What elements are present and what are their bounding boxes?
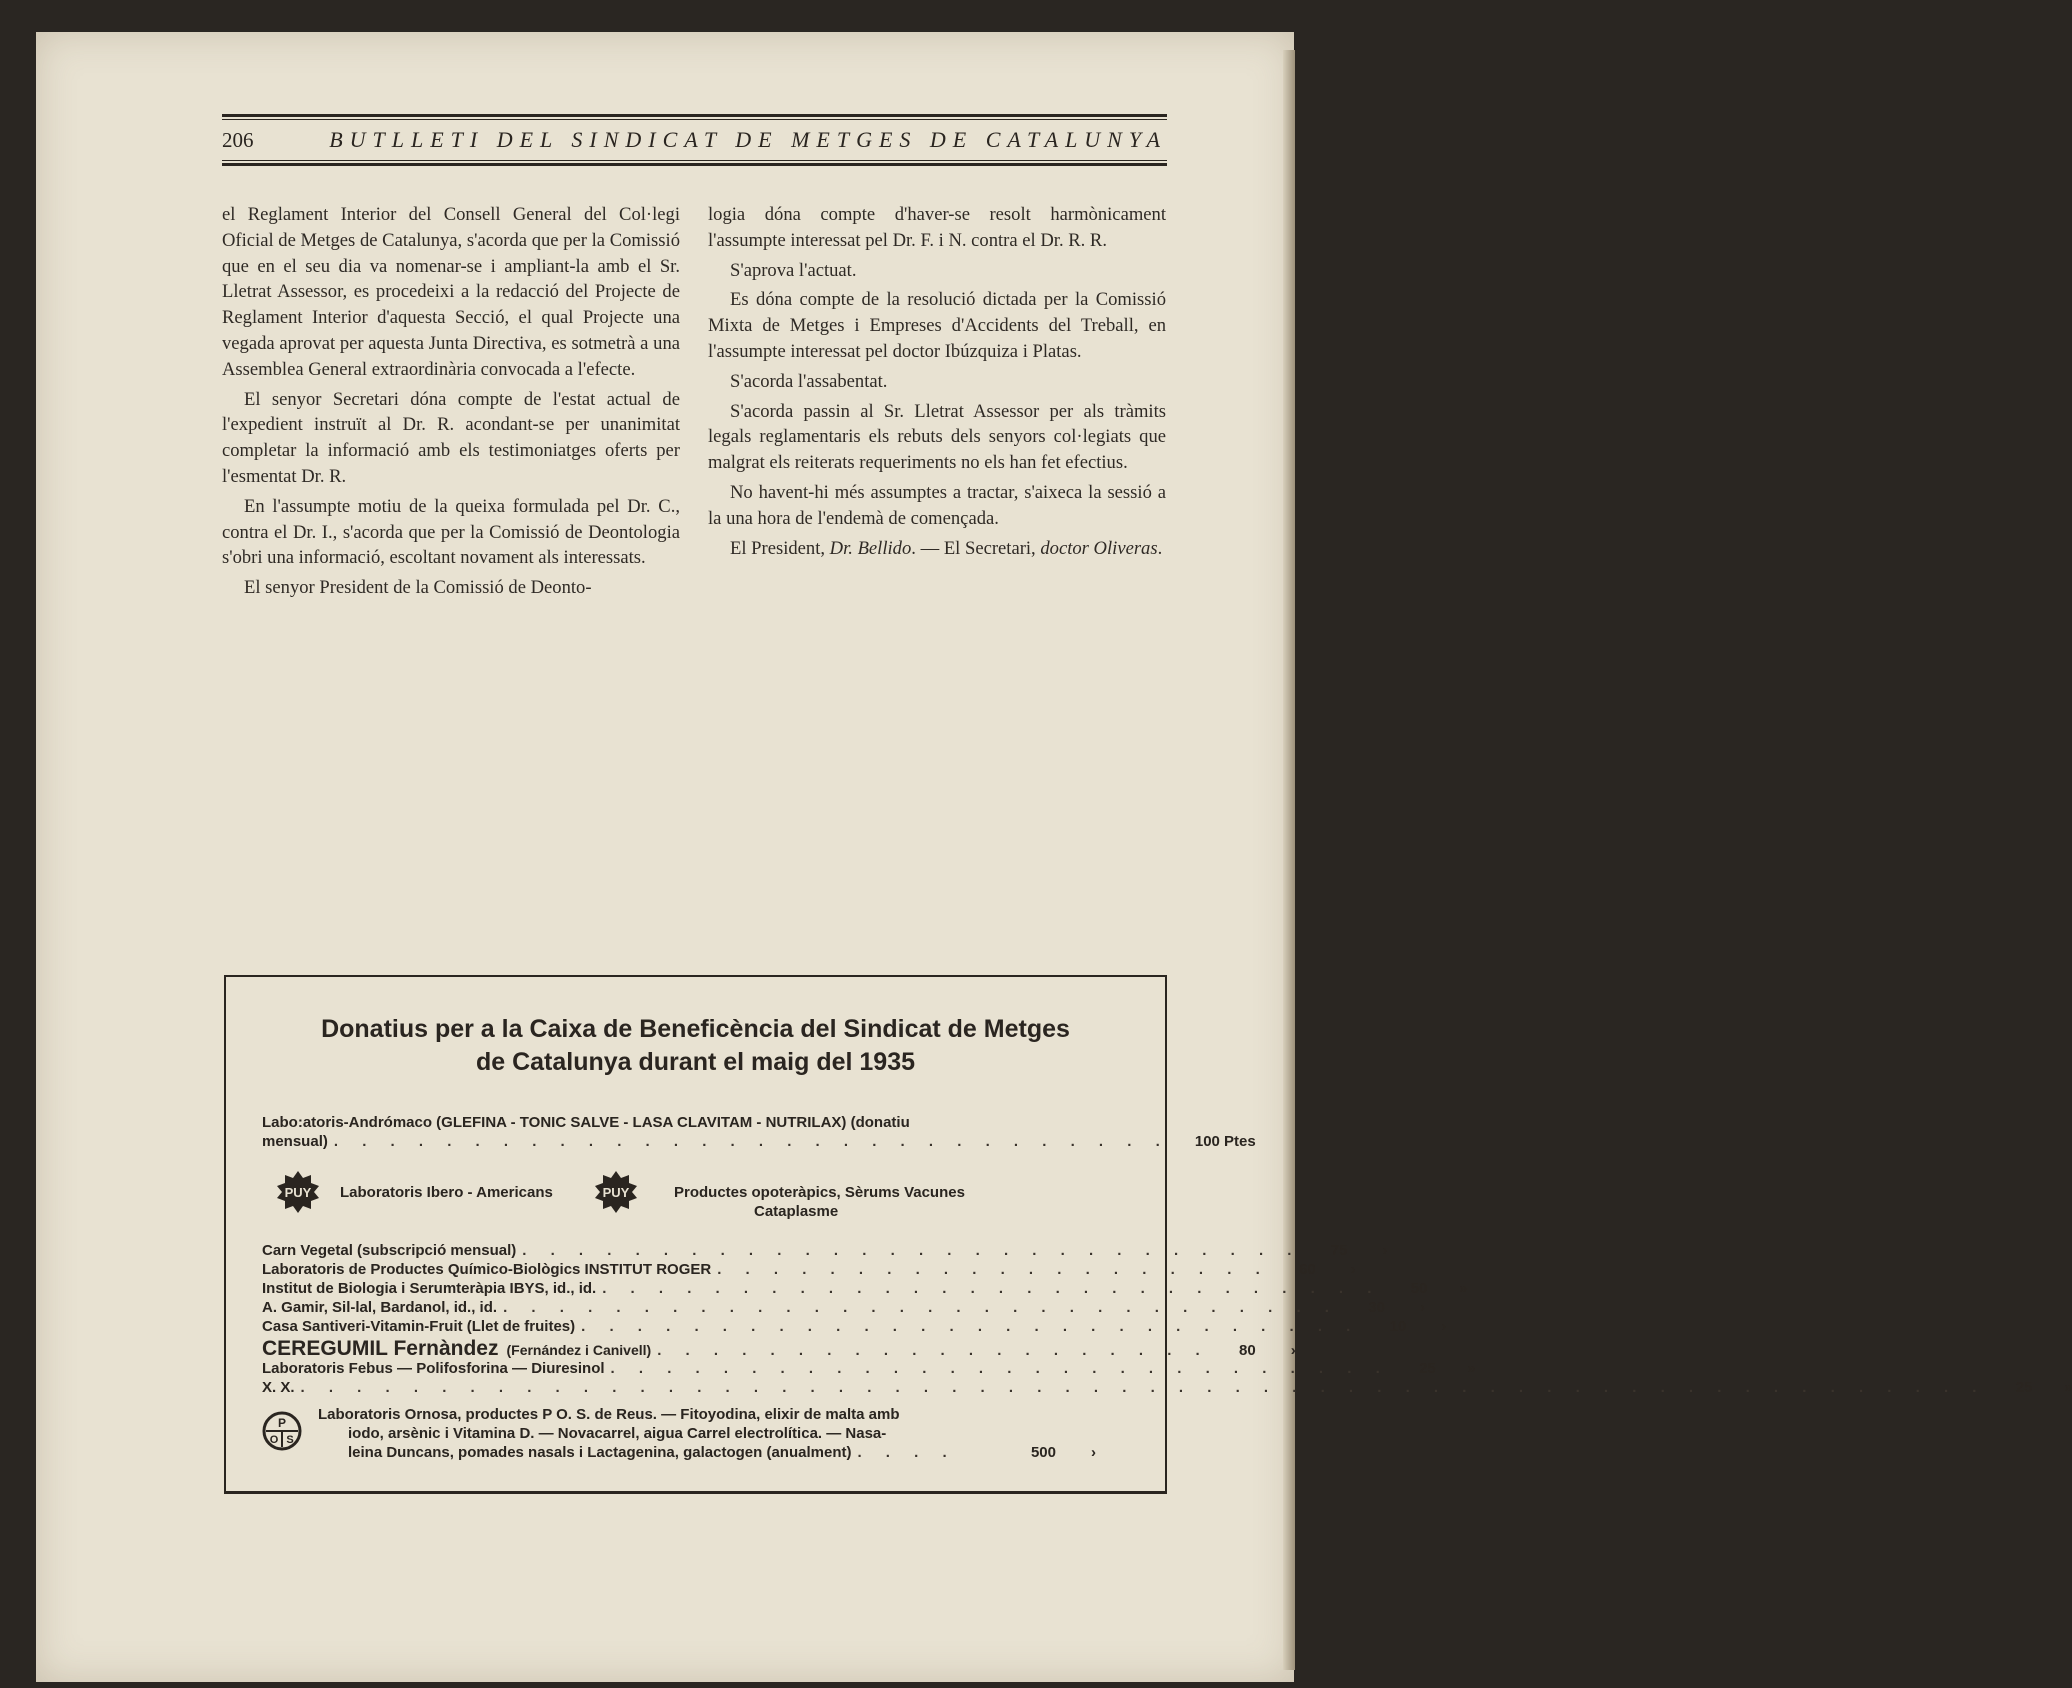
running-title: BUTLLETI DEL SINDICAT DE METGES DE CATALUNYA (329, 127, 1167, 152)
svg-text:PUY: PUY (602, 1185, 630, 1200)
first-entry-row (262, 1133, 1256, 1152)
president-name: Dr. Bellido (829, 537, 912, 559)
donations-title (226, 1013, 1165, 1079)
secretary-name: doctor Oliveras (1040, 537, 1158, 559)
pos-logo-icon (262, 1411, 302, 1451)
svg-text:O: O (269, 1434, 279, 1446)
right-column (708, 202, 1166, 565)
donation-row: Institut de Biologia i Serumteràpia IBYS, id., id. . . . . . . . . . . . . . . . . . . . . . . . . . . . . 50 » (262, 1280, 1468, 1297)
ornosa-row: leina Duncans, pomades nasals i Lactagenina, galactogen (anualment) . . . . 500 › (348, 1444, 1096, 1461)
signature-line (708, 536, 1166, 562)
donation-row: X. X. . . . . . . . . . . . . . . . . . . . . . . . . . . . . . . . . . . . . . . . . . . . . . . . . . . . . . . . . . . . . 25 » (262, 1379, 2072, 1396)
first-entry-continuation: mensual) (262, 1133, 328, 1150)
paragraph: S'acorda passin al Sr. Lletrat Assessor per als tràmits legals reglamentaris els rebuts dels senyors col·legiats que malgrat els reiterats requeriments no els han fet efectius. (708, 400, 1166, 474)
ceregumil-brand: CEREGUMIL Fernàndez (262, 1337, 499, 1360)
puy-left-label: Laboratoris Ibero - Americans (340, 1184, 553, 1201)
svg-text:P: P (277, 1416, 287, 1430)
paragraph: No havent-hi més assumptes a tractar, s'aixeca la sessió a la una hora de l'endemà de començada. (708, 481, 1166, 529)
first-entry-line: Labo:atoris-Andrómaco (GLEFINA - TONIC SALVE - LASA CLAVITAM - NUTRILAX) (donatiu (262, 1114, 910, 1131)
donations-box (224, 975, 2072, 1494)
donation-row: Laboratoris Febus — Polifosforina — Diuresinol . . . . . . . . . . . . . . . . . . . . . . . . . . . . 25 » (262, 1360, 1476, 1377)
book-spine (1283, 50, 1295, 1670)
puy-right-label: Productes opoteràpics, Sèrums Vacunes (674, 1184, 965, 1201)
ornosa-line: Laboratoris Ornosa, productes P O. S. de Reus. — Fitoyodina, elixir de malta amb (318, 1406, 900, 1423)
paragraph: el Reglament Interior del Consell General del Col·legi Oficial de Metges de Catalunya, s'acorda que per la Comissió que en el seu dia va nomenar-se i ampliant-la amb el Sr. Lletrat Assessor, es procedeixi a la redacció del Projecte de Reglament Interior d'aquesta Secció, el qual Projecte una vegada aprovat per aquesta Junta Directiva, es sotmetrà a una Assemblea General extraordinària convocada a l'efecte. (222, 204, 680, 380)
donation-row: Laboratoris de Productes Químico-Biològics INSTITUT ROGER . . . . . . . . . . . . . . . . . . . . 60 › (262, 1261, 1356, 1278)
donation-row: Casa Santiveri-Vitamin-Fruit (Llet de fruites) . . . . . . . . . . . . . . . . . . . . . . . . . . . . 10 › (262, 1318, 1447, 1335)
paragraph: En l'assumpte motiu de la queixa formulada pel Dr. C., contra el Dr. I., s'acorda que per la Comissió de Deontologia s'obri una informació, escoltant novament als interessats. (222, 495, 680, 569)
donation-row: Carn Vegetal (subscripció mensual) . . . . . . . . . . . . . . . . . . . . . . . . . . . . 75 › (262, 1242, 1388, 1259)
header-top-rule (222, 114, 1167, 120)
left-column (222, 202, 680, 605)
svg-text:PUY: PUY (284, 1185, 312, 1200)
signature-suffix: . (1157, 537, 1163, 559)
signature-middle: . — El Secretari, (911, 537, 1041, 559)
paragraph: Es dóna compte de la resolució dictada per la Comissió Mixta de Metges i Empreses d'Accidents del Treball, en l'assumpte interessat pel doctor Ibúzquiza i Platas. (708, 289, 1166, 362)
signature-prefix: El President, (730, 537, 830, 559)
paragraph: S'aprova l'actuat. (730, 259, 857, 281)
header-bottom-rule (222, 160, 1167, 166)
leader-dots: . . . . . . . . . . . . . . . . . . . . . . . . . . . . . . (333, 1133, 1170, 1150)
title-line: Donatius per a la Caixa de Beneficència del Sindicat de Metges (321, 1015, 1070, 1043)
paragraph: logia dóna compte d'haver-se resolt harmònicament l'assumpte interessat pel Dr. F. i N. contra el Dr. R. R. (708, 204, 1166, 251)
svg-text:S: S (286, 1434, 294, 1446)
first-entry-amount: 100 Ptes (1194, 1133, 1256, 1150)
puy-right-label-2: Cataplasme (754, 1203, 839, 1220)
paragraph: S'acorda l'assabentat. (730, 370, 888, 392)
page-number: 206 (222, 127, 254, 152)
paragraph: El senyor President de la Comissió de Deonto- (244, 577, 592, 599)
donation-row: A. Gamir, Sil-lal, Bardanol, id., id. . . . . . . . . . . . . . . . . . . . . . . . . . . . . . . 30 › (262, 1299, 1425, 1316)
title-line: de Catalunya durant el maig del 1935 (475, 1048, 916, 1076)
puy-logo-icon (594, 1170, 638, 1214)
puy-logo-icon (276, 1170, 320, 1214)
page-header (222, 122, 1167, 158)
donation-row: CEREGUMIL Fernàndez (Fernández i Canivell) . . . . . . . . . . . . . . . . . . . . 80 › (262, 1337, 1296, 1360)
paragraph: El senyor Secretari dóna compte de l'estat actual de l'expedient instruït al Dr. R. acondant-se per unanimitat completar la informació amb els testimoniatges oferts per l'esmentat Dr. R. (222, 388, 680, 487)
ornosa-line: iodo, arsènic i Vitamina D. — Novacarrel, aigua Carrel electrolítica. — Nasa- (348, 1425, 887, 1442)
